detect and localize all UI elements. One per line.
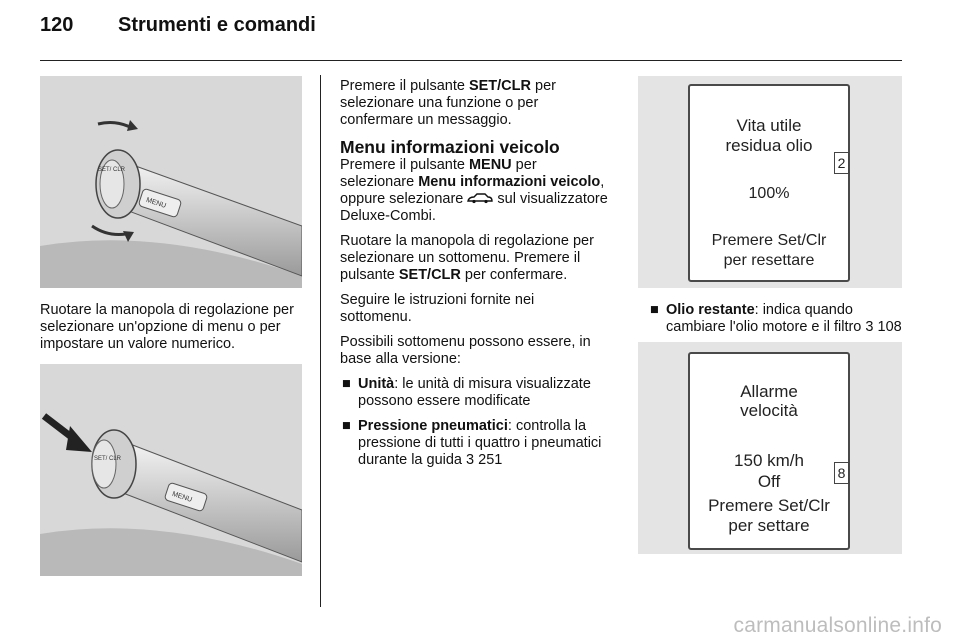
car-icon bbox=[467, 193, 493, 204]
column-divider bbox=[320, 75, 321, 607]
stalk-menu-label-2: MENU bbox=[171, 490, 193, 504]
display-line: Off bbox=[757, 472, 781, 491]
left-caption: Ruotare la manopola di regolazione per selezionare un'opzione di menu o per impostare un valore numerico. bbox=[40, 302, 294, 352]
display-line: residua olio bbox=[725, 136, 813, 155]
display-line: per settare bbox=[728, 516, 810, 535]
list-item-oil bbox=[650, 302, 902, 336]
display-page-badge: 2 bbox=[834, 152, 849, 174]
bullet-marker: ■ bbox=[650, 302, 659, 318]
display-speed-alarm-image bbox=[638, 342, 902, 554]
display-line: Premere Set/Clr bbox=[708, 496, 830, 515]
stalk-setclr-label-2: SET/ CLR bbox=[94, 456, 122, 462]
display-line: velocità bbox=[740, 401, 798, 420]
text: per selezionare una funzione o per confermare un messaggio. bbox=[340, 78, 556, 128]
paragraph-rotate bbox=[340, 233, 608, 284]
display-screen bbox=[688, 84, 850, 282]
text: Premere il pulsante bbox=[340, 78, 469, 94]
setclr-bold: SET/CLR bbox=[468, 78, 531, 94]
display-line: Vita utile bbox=[736, 116, 802, 135]
page-reference: 3 251 bbox=[466, 452, 503, 468]
text: per selezionare bbox=[340, 157, 537, 190]
display-page-badge: 8 bbox=[834, 462, 849, 484]
display-line: 100% bbox=[748, 185, 790, 202]
right-text bbox=[650, 302, 902, 344]
text: : controlla la pressione di tutti i quattro i pneumatici durante la guida bbox=[358, 418, 602, 468]
paragraph-submenus: Possibili sottomenu possono essere, in base alla versione: bbox=[340, 334, 591, 367]
text: Ruotare la manopola di regolazione per selezionare un sottomenu. Premere il pulsante bbox=[340, 233, 594, 283]
oil-bold: Olio restante bbox=[666, 302, 755, 318]
paragraph-menu bbox=[340, 157, 608, 225]
watermark: carmanualsonline.info bbox=[733, 614, 942, 637]
page-title: Strumenti e comandi bbox=[118, 14, 316, 36]
menu-bold: MENU bbox=[468, 157, 512, 173]
text: per confermare. bbox=[460, 267, 568, 283]
stalk-press-image bbox=[40, 364, 302, 576]
text: : indica quando cambiare l'olio motore e il filtro bbox=[666, 302, 866, 335]
list-item-tyres bbox=[342, 418, 608, 469]
bullet-marker: ■ bbox=[342, 418, 351, 434]
units-bold: Unità bbox=[358, 376, 395, 392]
stalk-setclr-label: SET/ CLR bbox=[98, 167, 126, 173]
stalk-menu-label: MENU bbox=[145, 196, 167, 210]
menu-info-bold: Menu informazioni veicolo bbox=[418, 174, 601, 190]
text: : le unità di misura visualizzate possono essere modificate bbox=[358, 376, 591, 409]
text: Premere il pulsante bbox=[340, 157, 469, 173]
display-oil-life-image bbox=[638, 76, 902, 288]
paragraph-setclr bbox=[340, 78, 608, 129]
bullet-marker: ■ bbox=[342, 376, 351, 392]
setclr-bold-2: SET/CLR bbox=[398, 267, 461, 283]
text: sul visualizzatore Deluxe-Combi. bbox=[340, 191, 608, 224]
section-heading: Menu informazioni veicolo bbox=[340, 137, 560, 157]
display-screen bbox=[688, 352, 850, 550]
display-line: 150 km/h bbox=[734, 451, 804, 470]
text: , oppure selezionare bbox=[340, 174, 605, 207]
display-line: per resettare bbox=[723, 252, 815, 269]
middle-column bbox=[340, 78, 608, 477]
page-number: 120 bbox=[40, 14, 74, 36]
stalk-rotate-image bbox=[40, 76, 302, 288]
paragraph-instructions: Seguire le istruzioni fornite nei sottomenu. bbox=[340, 292, 535, 325]
header-rule bbox=[40, 60, 902, 61]
display-line: Premere Set/Clr bbox=[711, 232, 827, 249]
display-line: Allarme bbox=[740, 382, 798, 401]
list-item-units bbox=[342, 376, 608, 410]
page-reference: 3 108 bbox=[865, 319, 902, 335]
tyres-bold: Pressione pneumatici bbox=[358, 418, 508, 434]
